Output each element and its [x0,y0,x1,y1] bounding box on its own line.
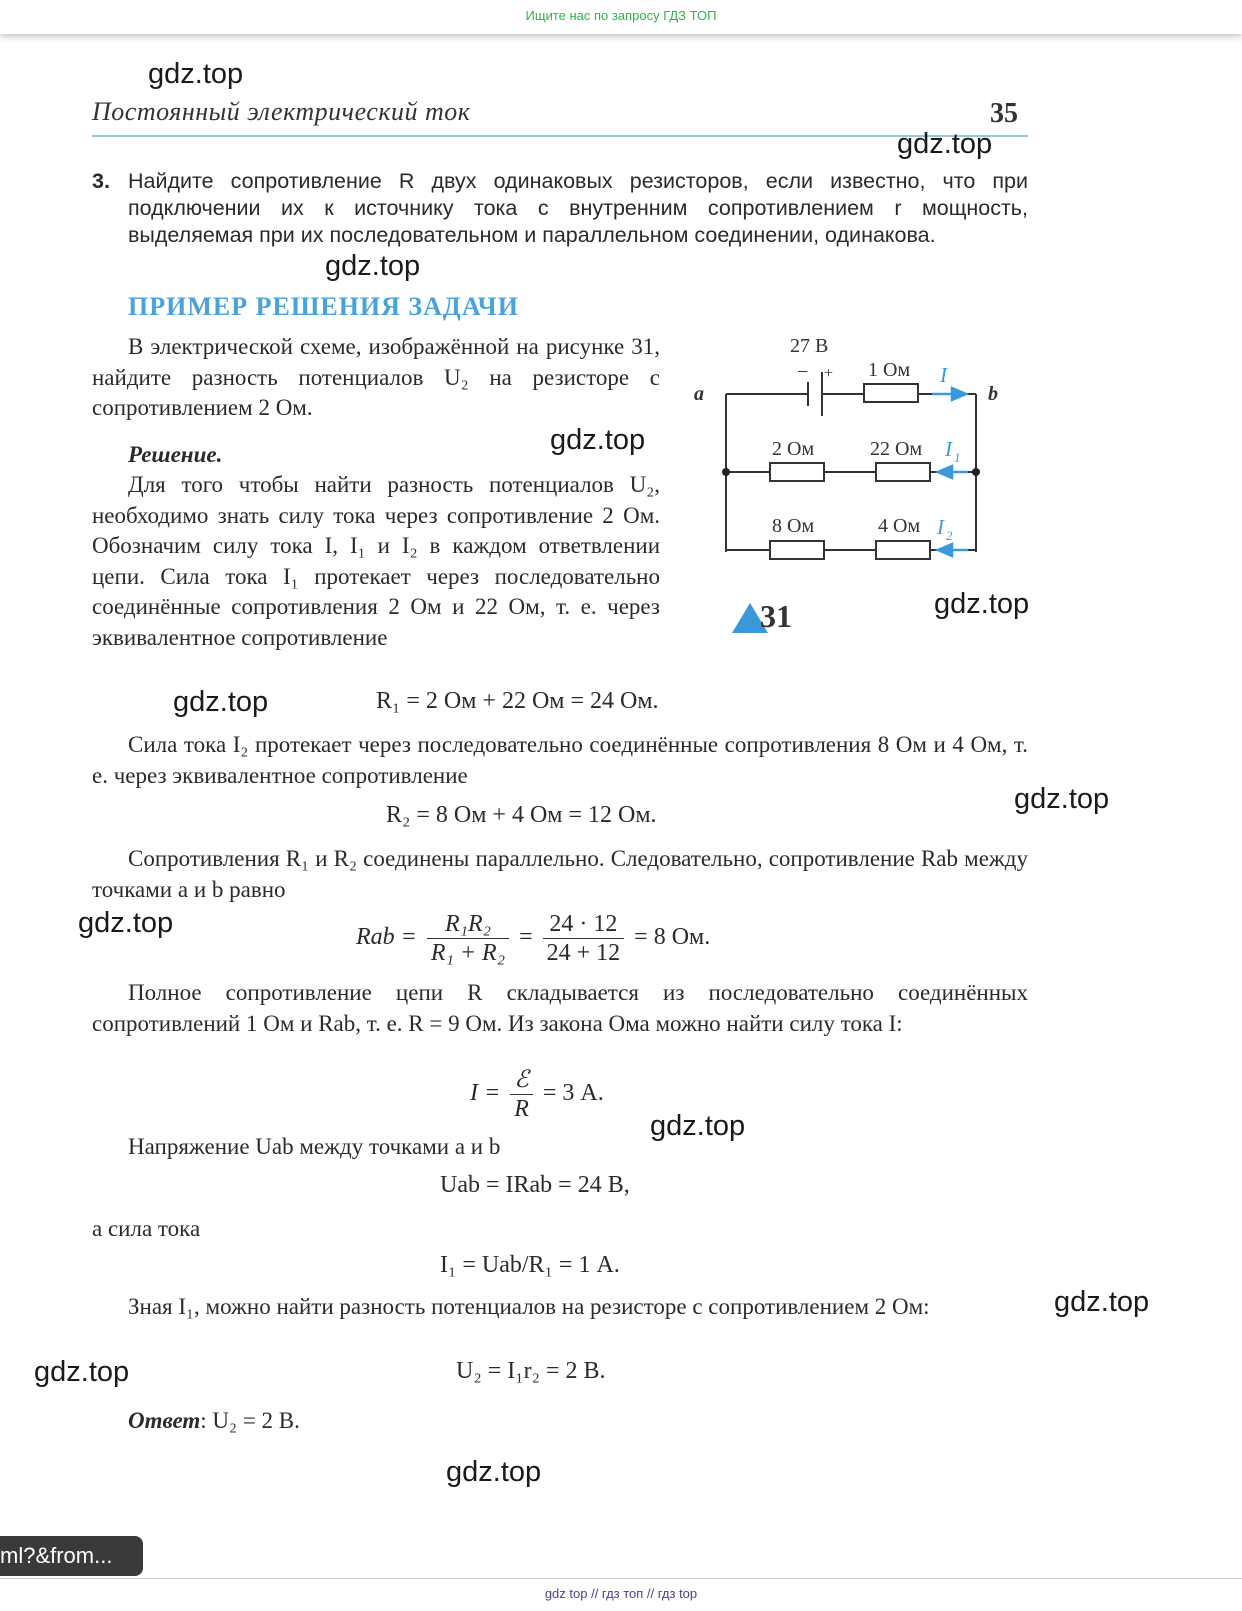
top-banner-text: Ищите нас по запросу ГДЗ ТОП [525,8,717,23]
fraction-symbolic [427,910,509,967]
formula-rab-eq: = [519,924,533,951]
minus-sign: − [797,361,809,383]
paragraph-3 [92,844,1028,905]
running-title: Постоянный электрический ток [92,97,471,126]
paragraph-5 [92,1132,652,1163]
watermark: gdz.top [148,58,244,90]
solution-label: Решение. [128,441,223,467]
node-dot-left [722,468,730,476]
node-dot-right [972,468,980,476]
watermark: gdz.top [1054,1286,1150,1318]
resistor-2-label: 2 Ом [772,438,815,460]
current-arrow-I1 [938,466,952,478]
formula-ohm [470,1066,604,1123]
watermark: gdz.top [650,1110,746,1142]
formula-rab [356,910,710,967]
watermark: gdz.top [34,1356,130,1388]
resistor-top-label: 1 Ом [868,359,911,381]
paragraph-2-text: Сила тока I₂ протекает через последовательно соединённые сопротивления 8 Ом и 4 Ом, т. е. через эквивалентное сопротивление [92,732,1028,788]
emf-label: 27 В [790,335,829,357]
watermark: gdz.top [897,128,993,160]
formula-u2: U₂ = I₁r₂ = 2 В. [456,1358,606,1384]
url-chip[interactable]: ml?&from... [0,1536,143,1576]
paragraph-4-text: Полное сопротивление цепи R складывается из последовательно соединённых сопротивлений 1 Ом и Rab, т. е. R = 9 Ом. Из закона Ома можно найти силу тока I: [92,980,1028,1036]
header-rule [92,135,1028,137]
solution-paragraph-1: Для того чтобы найти разность потенциалов U₂, необходимо знать силу тока через сопротивление 2 Ом. Обозначим силу тока I, I₁ и I₂ в каждом ответвлении цепи. Сила тока I₁ протекает через последовательно соединённые сопротивления 2 Ом и 22 Ом, т. е. через эквивалентное сопротивление [92,472,660,650]
resistor-8-label: 8 Ом [772,515,815,537]
top-banner [0,0,1242,34]
node-b-label: b [988,383,998,405]
formula-ohm-lhs: I = [470,1080,501,1107]
example-heading: ПРИМЕР РЕШЕНИЯ ЗАДАЧИ [128,292,519,321]
formula-r1: R₁ = 2 Ом + 22 Ом = 24 Ом. [376,688,659,714]
current-arrow-I2 [938,544,952,556]
plus-sign: + [824,365,834,382]
watermark: gdz.top [1014,783,1110,815]
problem-text: Найдите сопротивление R двух одинаковых резисторов, если известно, что при подключении их к источнику тока с внутренним сопротивлением r мощность, выделяемая при их последовательном и параллельном соединении, одинакова. [128,169,1028,247]
intro-block [92,332,660,653]
fraction-ohm-den: R [514,1096,529,1122]
formula-rab-lhs: Rab = [356,924,417,951]
answer-label: Ответ [128,1408,201,1433]
paragraph-5-text: Напряжение Uab между точками a и b [128,1134,501,1159]
fraction-ohm [510,1066,533,1123]
formula-rab-rhs: = 8 Ом. [634,924,711,951]
formula-r2: R₂ = 8 Ом + 4 Ом = 12 Ом. [386,802,657,828]
formula-ohm-rhs: = 3 А. [542,1080,604,1107]
fraction-numeric-num: 24 · 12 [543,910,625,939]
formula-i1: I₁ = Uab/R₁ = 1 А. [440,1252,620,1278]
paragraph-4 [92,978,1028,1039]
fraction-symbolic-num: R₁R₂ [427,910,509,939]
current-arrow-I [952,388,966,400]
current-I-label: I [940,363,947,387]
node-a-label: a [694,383,704,405]
paragraph-6 [92,1214,492,1245]
paragraph-3-text: Сопротивления R₁ и R₂ соединены параллельно. Следовательно, сопротивление Rab между точками a и b равно [92,846,1028,902]
fraction-ohm-num: ℰ [510,1066,533,1095]
bottom-links-bar [0,1578,1242,1611]
page-number: 35 [990,98,1018,129]
current-I1-label: I [945,437,952,461]
paragraph-6-text: а сила тока [92,1216,201,1241]
figure-number: 31 [760,598,792,634]
watermark: gdz.top [173,686,269,718]
fraction-symbolic-den: R₁ + R₂ [430,940,506,966]
resistor-22-label: 22 Ом [870,438,923,460]
resistor-4-label: 4 Ом [878,515,921,537]
current-I2-sub: 2 [946,528,953,543]
current-I1-sub: 1 [954,450,961,465]
paragraph-7 [92,1292,1028,1323]
fraction-numeric [543,910,625,967]
answer-value: : U₂ = 2 В. [200,1408,300,1433]
paragraph-7-text: Зная I₁, можно найти разность потенциалов на резисторе с сопротивлением 2 Ом: [128,1294,930,1319]
fraction-numeric-den: 24 + 12 [546,940,621,966]
watermark: gdz.top [934,588,1030,620]
intro-text: В электрической схеме, изображённой на рисунке 31, найдите разность потенциалов U₂ на резисторе с сопротивлением 2 Ом. [92,334,660,420]
answer-line [92,1406,692,1437]
watermark: gdz.top [78,907,174,939]
problem-number: 3. [92,169,110,193]
watermark: gdz.top [325,250,421,282]
formula-uab: Uab = IRab = 24 В, [440,1172,630,1198]
bottom-links[interactable]: gdz top // гдз топ // гдз top [544,1586,698,1601]
circuit-diagram [694,335,1020,568]
problem-3 [92,168,1028,249]
watermark: gdz.top [446,1456,542,1488]
watermark: gdz.top [550,424,646,456]
paragraph-2 [92,730,1028,791]
current-I2-label: I [937,515,944,539]
